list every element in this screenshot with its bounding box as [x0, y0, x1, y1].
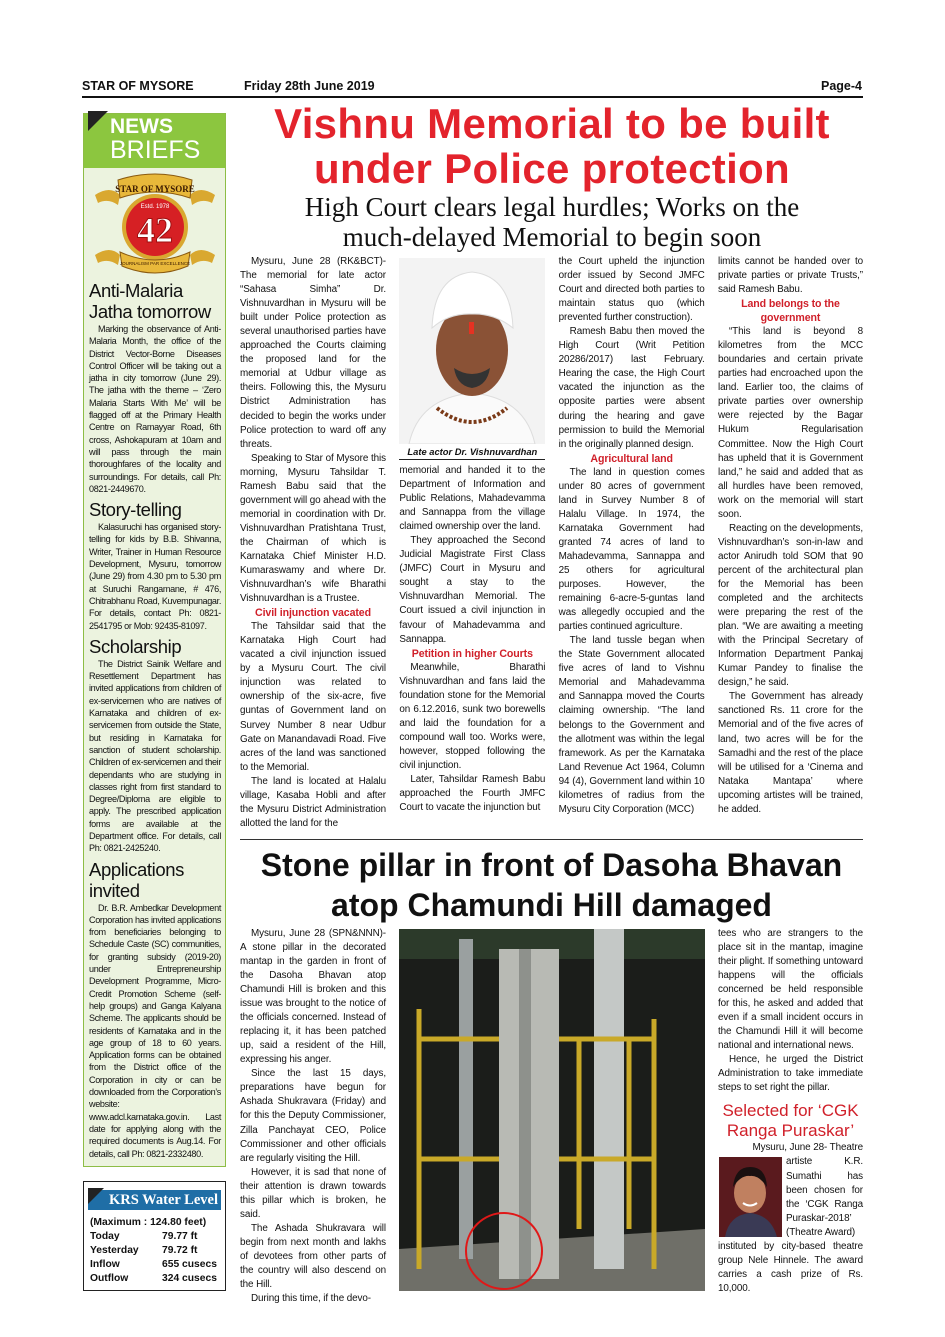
briefs-label: BRIEFS: [110, 136, 201, 164]
krs-water-level-box: [83, 1181, 226, 1291]
krs-label: Today: [90, 1230, 120, 1242]
article-paragraph: Speaking to Star of Mysore this morning, Mysuru Tahsildar T. Ramesh Babu said that the government will go ahead with the memorial in coordination with Dr. Vishnuvardhan Pratishtana Trust, the Chairman of which is Karnataka Chief Minister H.D. Kumaraswamy and where Dr. Vishnuvardhan’s wife Bharathi Vishnuvardhan is a Trustee.: [240, 452, 387, 605]
article-paragraph: The land tussle began when the State Government allocated five acres of land to Vishnu Memorial and Mahadevamma and Sannappa moved the Courts claiming ownership. “The land belongs to the Government and the allotment was within the legal framework. As per the Karnataka Land Revenue Act 1964, Column 94 (4), Government land within 10 kilometres of radius from the Mysuru City Corporation (MCC): [558, 635, 705, 815]
brief-title: Story-telling: [89, 499, 182, 521]
article-paragraph: The Government has already sanctioned Rs. 11 crore for the Memorial and of the five acres of land, two acres will be for the Samadhi and the rest of the place will be utilised for a ‘Cinema and Nataka Mantapa’ where upcoming artistes will be trained, he added.: [717, 691, 863, 815]
pillar-article-column-2: [718, 927, 863, 1096]
article-paragraph: However, it is sad that none of their attention is drawn towards this pillar which is broken, he said.: [240, 1166, 386, 1220]
article-paragraph: They approached the Second Judicial Magistrate First Class (JMFC) Court in Mysuru and sought a stay to the Vishnuvardhan Memorial. The Court issued a civil injunction in favour of Mahadevamma and Sannappa.: [399, 535, 546, 645]
article-paragraph: During this time, if the devo-: [251, 1293, 371, 1305]
article-paragraph: Hence, he urged the District Administration to take immediate steps to set right the pillar.: [718, 1054, 863, 1094]
main-article-column-3: [559, 255, 705, 817]
page-number: Page-4: [821, 79, 862, 93]
article-paragraph: limits cannot be handed over to private parties or private Trusts,” said Ramesh Babu.: [717, 256, 863, 296]
main-article-columns: [240, 255, 863, 831]
main-article-column-1: [240, 255, 386, 831]
krs-value: 324 cusecs: [162, 1272, 217, 1284]
brief-title: Applications invited: [89, 858, 184, 901]
award-headline-line1: Selected for ‘CGK: [722, 1101, 859, 1121]
section-subheading: Land belongs to the government: [741, 298, 840, 325]
stone-pillar-headline-line2: atop Chamundi Hill damaged: [331, 886, 772, 923]
article-paragraph: “This land is beyond 8 kilometres from the MCC boundaries and certain private parties had encroached upon the land. Earlier too, the claims of private parties over ownership were rejected by the Bagar Hukum Regularisation Committee. Now the High Court has upheld that it is Government land,” he said and added that as all hurdles have been removed, work on the memorial will start soon.: [717, 326, 863, 520]
brief-applications-invited: [89, 859, 221, 1160]
brief-title: Scholarship: [89, 635, 182, 657]
award-headline-line2: Ranga Puraskar’: [726, 1121, 855, 1141]
krs-value: 79.72 ft: [162, 1244, 198, 1256]
broken-pillar-photo: [399, 929, 705, 1291]
main-content: [240, 255, 863, 1306]
left-column: [83, 113, 227, 1291]
svg-text:Estd. 1978: Estd. 1978: [140, 204, 170, 210]
award-dateline: Mysuru, June 28- Theatre: [752, 1142, 863, 1154]
main-article-column-2: [399, 464, 545, 815]
article-paragraph: tees who are strangers to the place sit in the mantap, imagine their plight. If something untoward happens will the officials concerned be held responsible for this, he asked and added that even if a small incident occurs in the Chamundi Hill it will become national and international news.: [718, 927, 863, 1052]
article-paragraph: The Ashada Shukravara will begin from next month and lakhs of devotees from other parts of the country will also descend on the Hill.: [240, 1222, 386, 1291]
pillar-article-columns: [240, 927, 863, 1306]
krs-row-yesterday: [90, 1244, 198, 1257]
svg-text:STAR OF MYSORE: STAR OF MYSORE: [115, 184, 195, 194]
article-paragraph: Mysuru, June 28 (RK&BCT)- The memorial for late actor “Sahasa Simha” Dr. Vishnuvardhan in Mysuru will be built under Police protection as several unauthorised parties have approached the Courts claiming the proposed land for the memorial at Udbur village as theirs. Following this, the Mysuru District Administration has decided to begin the works under Police protection to ward off any threats.: [240, 256, 386, 450]
article-paragraph: Reacting on the developments, Vishnuvardhan’s son-in-law and actor Anirudh told SOM that 90 percent of the architectural plan for the Memorial has been completed and the architects were preparing the rest of the plan. “We are awaiting a meeting with the Principal Secretary of Information Department Pankaj Kumar Pandey to finalise the design,” he said.: [717, 522, 863, 689]
pillar-article-column-2-wrapper: [718, 927, 863, 1296]
pillar-article-column-1: [240, 927, 386, 1306]
brief-scholarship: [89, 636, 221, 855]
article-divider: [240, 839, 863, 840]
article-paragraph: Mysuru, June 28 (SPN&NNN)- A stone pillar in the decorated mantap in the garden in front of the Dasoha Bhavan atop Chamundi Hill is broken and this issue was brought to the notice of the officials concerned. Instead of replacing it, it has been patched up, said a resident of the Hill, expressing his anger.: [240, 927, 386, 1066]
krs-value: 655 cusecs: [162, 1258, 217, 1270]
brief-story-telling: [89, 499, 221, 632]
news-label: NEWS: [110, 115, 173, 138]
masthead-rule: [82, 96, 863, 98]
news-briefs-list: [89, 114, 221, 1160]
corner-triangle-icon: [88, 1188, 104, 1204]
krs-maximum: (Maximum : 124.80 feet): [90, 1216, 207, 1228]
section-subheading: Petition in higher Courts: [411, 647, 533, 660]
main-headline-line2: under Police protection: [314, 145, 790, 192]
krs-label: Outflow: [90, 1272, 129, 1284]
svg-text:42: 42: [137, 210, 173, 250]
main-subhead-line1: High Court clears legal hurdles; Works on the: [304, 192, 800, 222]
main-article-column-4: [718, 255, 863, 817]
krs-label: Inflow: [90, 1258, 120, 1270]
svg-text:JOURNALISM PAR EXCELLENCE: JOURNALISM PAR EXCELLENCE: [119, 261, 191, 266]
vishnuvardhan-photo: [399, 258, 545, 444]
article-paragraph: The land is located at Halalu village, Kasaba Hobli and after the Mysuru District Administration allotted the land for the: [240, 775, 386, 829]
sumathi-photo: [719, 1157, 782, 1237]
brief-body: Kalasuruchi has organised story-telling for kids by B.B. Shivanna, Writer, Trainer in Human Resource Development, Mysuru, tomorrow (June 29) from 4.30 pm to 5.30 pm at Suruchi Rangamane, # 476, Chitrabhanu Road, Kuvempunagar. For details, contact Ph: 0821-2541795 or Mob: 92435-81097.: [89, 522, 221, 631]
krs-row-inflow: [90, 1258, 217, 1271]
award-body: [718, 1155, 863, 1295]
award-text-below-photo: instituted by city-based theatre group Nele Hinnele. The award carries a cash prize of Rs. 10,000.: [718, 1240, 863, 1294]
article-paragraph: The Tahsildar said that the Karnataka High Court had vacated a civil injunction issued by a Mysuru Court. The civil injunction was related to ownership of the six-acre, five guntas of Government land on Survey Number 8 near Udbur Gate on Manandavadi Road. Five acres of the land was sanctioned to the Memorial.: [240, 621, 386, 773]
krs-row-outflow: [90, 1272, 217, 1285]
section-subheading: Agricultural land: [590, 452, 673, 465]
brief-body: The District Sainik Welfare and Resettlement Department has invited applications from children of ex-servicemen who are natives of Karnataka and children of ex-servicemen from outside the State, but residing in Karnataka for sanction of student scholarship. Children of ex-servicemen and their dependants who are studying in classes right from first standard to Degree/Diploma are eligible to apply. The prescribed application forms are available at the Department office. For details, call Ph: 0821-2425240.: [89, 658, 221, 854]
article-paragraph: Later, Tahsildar Ramesh Babu approached the Fourth JMFC Court to vacate the injunction but: [399, 773, 546, 814]
article-paragraph: Meanwhile, Bharathi Vishnuvardhan and fans laid the foundation stone for the Memorial on 6.12.2016, sunk two borewells and laid the foundation for a compound wall too. Works were, however, stopped following the civil injunction.: [399, 661, 546, 771]
brief-title: Anti-Malaria Jatha tomorrow: [89, 280, 211, 322]
stone-pillar-headline-line1: Stone pillar in front of Dasoha Bhavan: [260, 846, 843, 883]
newspaper-name: STAR OF MYSORE: [82, 79, 194, 93]
main-headline-line1: Vishnu Memorial to be built: [274, 100, 830, 147]
brief-body: Dr. B.R. Ambedkar Development Corporation has invited applications from beneficiaries belonging to Schedule Caste (SC) communities, for granting subsidy (2019-20) under Entrepreneurship Development Programme, Micro-Credit Promotion Scheme (self-help groups) and Ganga Kalyana Scheme. The applicants should be residents of Karnataka and in the age group of 18 to 60 years. Application forms can be obtained from the District office of the Corporation in city or can be downloaded from the Corporation’s website: www.adcl.karnataka.gov.in. Last date for applying along with the required documents is Aug.14. For details, call Ph: 0821-2332480.: [89, 902, 221, 1159]
article-paragraph: Since the last 15 days, preparations have begun for Ashada Shukravara (Friday) and for this the Deputy Commissioner, Zilla Panchayat CEO, Police Commissioner and other officials are regularly visiting the Hill.: [240, 1068, 386, 1164]
krs-label: Yesterday: [90, 1244, 139, 1256]
section-subheading: Civil injunction vacated: [255, 607, 371, 620]
krs-value: 79.77 ft: [162, 1230, 198, 1242]
main-article-column-2-wrapper: [399, 255, 545, 815]
news-briefs-sidebar: [83, 113, 226, 1167]
brief-body: Marking the observance of Anti-Malaria Month, the office of the District Vector-Borne Diseases Control Officer will be taking out a jatha in city tomorrow (June 29). The jatha with the theme – ‘Zero Malaria Starts With Me’ will be flagged off at the Primary Health Centre on Ramayyar Road, 6th cross, Ashokapuram at 10am and will pass through the main thoroughfares of the locality and surroundings. For details, call Ph: 0821-2449670.: [89, 324, 221, 494]
award-text-beside-photo: artiste K.R. Sumathi has been chosen for the ‘CGK Ranga Puraskar-2018’ (Theatre Award): [786, 1156, 863, 1238]
article-paragraph: memorial and handed it to the Department of Information and Public Relations, Mahadevamma and Sannappa from the village claimed ownership over the land.: [399, 465, 546, 533]
photo-caption: Late actor Dr. Vishnuvardhan: [407, 446, 538, 457]
main-subhead-line2: much-delayed Memorial to begin soon: [342, 222, 762, 252]
caption-rule: [399, 459, 545, 460]
krs-row-today: [90, 1230, 198, 1243]
brief-anti-malaria: [89, 280, 221, 495]
krs-title: KRS Water Level: [88, 1190, 221, 1210]
article-paragraph: The land in question comes under 80 acres of government land in Survey Number 8 of Halalu Village. In 1974, the Karnataka Government had granted 74 acres of land to Mahadevamma, Sannappa and 25 others for agricultural purposes. However, the remaining 6-acre-5-guntas land was allegedly occupied and the parties continued agriculture.: [558, 466, 705, 633]
issue-date: Friday 28th June 2019: [244, 79, 375, 93]
article-paragraph: Ramesh Babu then moved the High Court (Writ Petition 20286/2017) last February. Hearing the case, the High Court vacated the injunction as the opposite parties were absent during the hearing and gave permission to build the Memorial in the originally planned design.: [558, 326, 705, 450]
article-paragraph: the Court upheld the injunction order issued by Second JMFC Court and directed both parties to maintain status quo (which prevented further construction).: [558, 256, 705, 324]
